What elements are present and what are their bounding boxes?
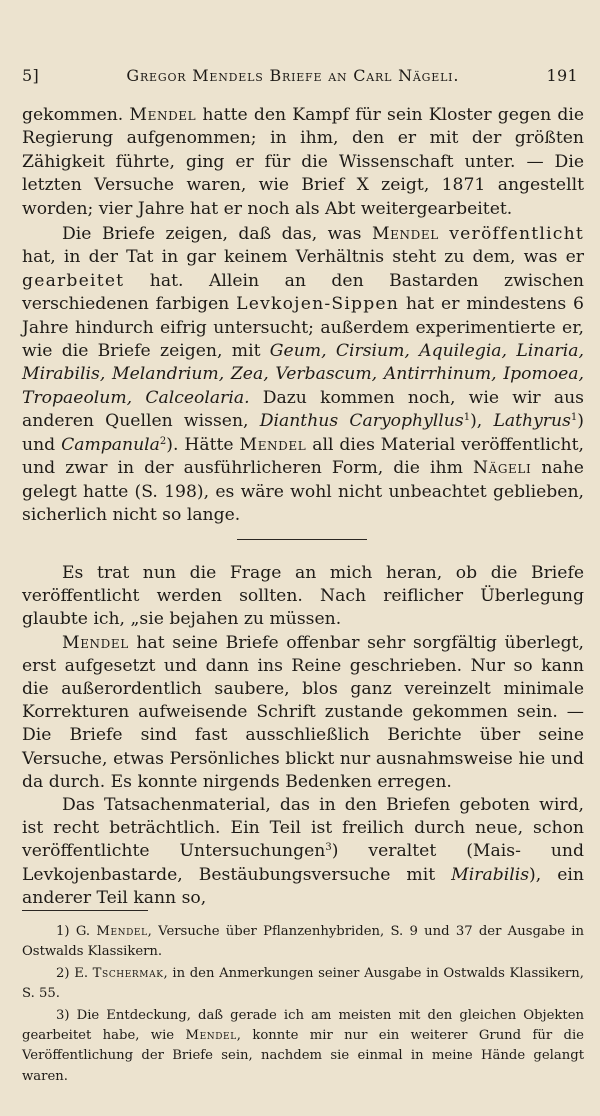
paragraph-4: Mendel hat seine Briefe offenbar sehr sorgfältig überlegt, erst aufgesetzt und dann ins Reine geschrieben. Nur so kann die außerordentlich saubere, blos ganz vereinzelt minimale Korrekturen aufweisende Schrift zustande gekommen sein. — Die Briefe sind fast ausschließlich Berichte über seine Versuche, etwas Persönliches blickt nur ausnahmsweise hie und da durch. Es konnte nirgends Bedenken erregen. — [22, 632, 584, 792]
author-name-mendel: Mendel — [185, 1028, 237, 1044]
genera-list: Geum, Cirsium, Aquilegia, Linaria, Mirabilis, Melandrium, Zea, Verbascum, Antirrhinum, Ipomoea, Tropaeolum, Calceolaria. — [22, 341, 584, 408]
header-title: Gregor Mendels Briefe an Carl Nägeli. — [126, 66, 460, 85]
main-text-upper — [22, 104, 584, 527]
paragraph-2: Die Briefe zeigen, daß das, was Mendel veröffentlicht hat, in der Tat in gar keinem Verhältnis steht zu dem, was er gearbeitet hat. Allein an den Bastarden zwischen verschiedenen farbigen Levkojen-Sippen hat er mindestens 6 Jahre hindurch eifrig untersucht; außerdem experimentierte er, wie die Briefe zeigen, mit Geum, Cirsium, Aquilegia, Linaria, Mirabilis, Melandrium, Zea, Verbascum, Antirrhinum, Ipomoea, Tropaeolum, Calceolaria. Dazu kommen noch, wie wir aus anderen Quellen wissen, Dianthus Caryophyllus$^1$), Lathyrus$^1$) und Campanula$^2$). Hätte Mendel all dies Material veröffentlicht, und zwar in der ausführlicheren Form, die ihm Nägeli nahe gelegt hatte (S. 198), es wäre wohl nicht unbeachtet geblieben, sicherlich nicht so lange. — [22, 224, 584, 525]
section-divider — [237, 539, 367, 540]
footnote-divider — [22, 910, 148, 911]
spaced-word: gearbeitet — [22, 270, 125, 291]
footnote-3: 3) Die Entdeckung, daß gerade ich am meisten mit den gleichen Objekten gearbeitet habe, wie Mendel, konnte mir nur ein weiterer Grund für die Veröffentlichung der Briefe sein, nachdem sie einmal in meine Hände gelangt waren. — [22, 1007, 584, 1084]
main-text-lower — [22, 562, 584, 910]
footnotes — [22, 922, 584, 1087]
genus-lathyrus: Lathyrus — [493, 411, 571, 432]
author-name-mendel: Mendel — [239, 434, 307, 455]
author-name-naegeli: Nägeli — [472, 458, 532, 479]
paragraph-3: Es trat nun die Frage an mich heran, ob die Briefe veröffentlicht werden sollten. Nach reiflicher Überlegung glaubte ich, „sie bejahen zu müssen. — [22, 563, 584, 630]
footnote-2: 2) E. Tschermak, in den Anmerkungen seiner Ausgabe in Ostwalds Klassikern, S. 55. — [22, 965, 584, 1002]
page-number: 191 — [546, 66, 578, 85]
genus-mirabilis: Mirabilis — [451, 864, 530, 885]
running-header — [22, 66, 578, 85]
spaced-word: veröffentlicht — [449, 224, 584, 245]
paragraph-5: Das Tatsachenmaterial, das in den Briefen geboten wird, ist recht beträchtlich. Ein Teil ist freilich durch neue, schon veröffentlichte Untersuchungen$^3$) veraltet (Mais- und Levkojenbastarde, Bestäubungsversuche mit Mirabilis), ein anderer Teil kann so, — [22, 795, 584, 908]
species-dianthus: Dianthus Caryophyllus — [259, 411, 464, 432]
footnote-1: 1) G. Mendel, Versuche über Pflanzenhybriden, S. 9 und 37 der Ausgabe in Ostwalds Klassikern. — [22, 924, 584, 960]
footnote-ref-2[interactable]: 2 — [159, 435, 167, 447]
header-section-number: 5] — [22, 66, 40, 85]
author-name-mendel: Mendel — [62, 632, 129, 653]
author-name-mendel: Mendel — [96, 924, 148, 939]
paragraph-1: gekommen. Mendel hatte den Kampf für sein Kloster gegen die Regierung aufgenommen; in ihm, den er mit der größten Zähigkeit führte, ging er für die Wissenschaft unter. — Die letzten Versuche waren, wie Brief X zeigt, 1871 angestellt worden; vier Jahre hat er noch als Abt weitergearbeitet. — [22, 105, 584, 219]
spaced-word: Levkojen-Sippen — [236, 294, 400, 315]
footnote-ref-1[interactable]: 1 — [463, 412, 471, 424]
author-name-mendel: Mendel — [129, 105, 197, 125]
author-name-tschermak: Tschermak — [92, 965, 164, 981]
footnote-ref-1[interactable]: 1 — [570, 412, 578, 424]
genus-campanula: Campanula — [61, 434, 160, 455]
footnote-ref-3[interactable]: 3 — [325, 842, 332, 854]
author-name-mendel: Mendel — [371, 224, 439, 245]
